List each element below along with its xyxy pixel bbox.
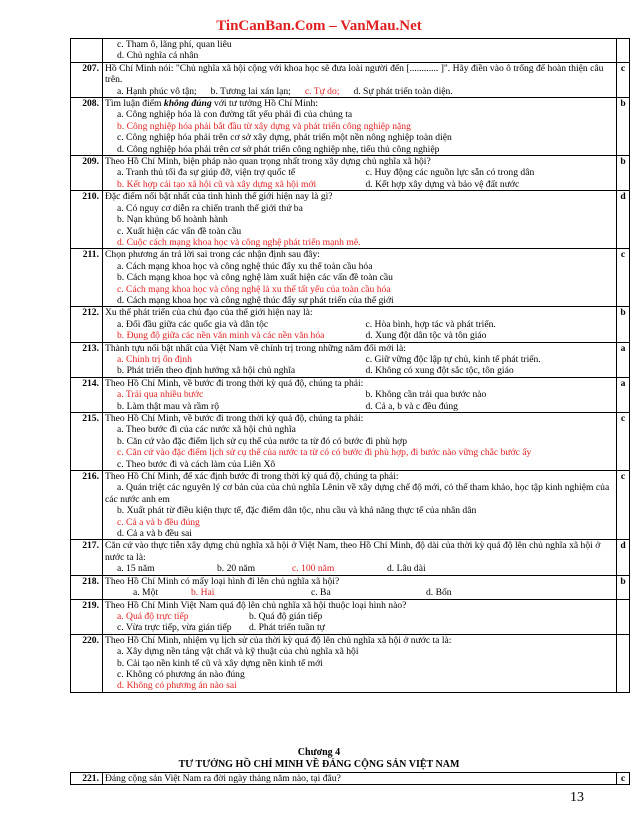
question-number: 216. [71,471,103,540]
question-number: 211. [71,249,103,307]
page-number: 13 [570,790,584,805]
question-text: Theo Hồ Chí Minh có mấy loại hình đi lên chủ nghĩa xã hội? [105,575,340,587]
answer-key: b [617,575,630,599]
question-number: 221. [71,773,103,785]
option-text: a. Theo bước đi của các nước xã hội chủ nghĩa [117,424,296,436]
table-row [71,634,630,692]
option-text: b. 20 năm [217,563,256,575]
table-row [71,62,630,97]
table-row [71,39,630,63]
answer-key: b [617,98,630,156]
question-text: Theo Hồ Chí Minh, biện pháp nào quan trọng nhất trong xây dựng chủ nghĩa xã hội? [105,156,431,168]
table-row [71,575,630,599]
option-text: c. Giữ vững độc lập tự chủ, kinh tế phát triển. [365,353,541,365]
option-text: c. Không có phương án nào đúng [117,668,245,680]
question-text: Chọn phương án trả lời sai trong các nhận định sau đây: [105,249,320,261]
question-number: 218. [71,575,103,599]
option-text: c. 100 năm [292,563,335,575]
option-text: c. Xuất hiện các vấn đề toàn cầu [117,225,242,237]
site-header: TinCanBan.Com – VanMau.Net [216,18,422,34]
answer-key [617,599,630,634]
table-row [71,249,630,307]
option-text: a. Tranh thủ tối đa sự giúp đỡ, viện trợ quốc tế [117,167,296,179]
answer-key: d [617,540,630,575]
answer-key: a [617,377,630,412]
option-text: c. Cả a và b đều đúng [117,516,200,528]
question-text-part: Tìm luận điểm [105,98,164,110]
option-text: c. Tham ô, lãng phí, quan liêu [117,39,232,50]
question-number: 209. [71,156,103,191]
table-row [71,599,630,634]
chapter-title: TƯ TƯỞNG HỒ CHÍ MINH VỀ ĐẢNG CỘNG SẢN VIỆT NAM [178,758,460,770]
table-row [71,342,630,377]
answer-key: b [617,156,630,191]
option-text: b. Nạn khủng bố hoành hành [117,214,228,226]
question-number: 215. [71,413,103,471]
option-text: b. Kết hợp cải tạo xã hội cũ và xây dựng xã hội mới [117,178,317,190]
option-text: a. Hạnh phúc vô tận; [117,85,197,97]
answer-key [617,634,630,692]
option-text: d. Không có phương án nào sai [117,680,237,692]
question-number: 212. [71,307,103,342]
option-text: d. Kết hợp xây dựng và bảo vệ đất nước [365,178,520,190]
option-text: c. Cách mạng khoa học và công nghệ là xu thế tất yếu của toàn cầu hóa [117,283,391,295]
option-text: a. Cách mạng khoa học và công nghệ thúc đẩy xu thế toàn cầu hóa [117,260,373,272]
option-text: a. Quá độ trực tiếp [117,610,189,622]
answer-key: c [617,773,630,785]
option-text: a. Trải qua nhiều bước [117,389,204,401]
question-number: 214. [71,377,103,412]
table-row [71,377,630,412]
option-text: b. Làm thật mau và rầm rộ [117,400,220,412]
question-table [70,772,630,785]
option-text: b. Xuất phát từ điều kiện thực tế, đặc điểm dân tộc, nhu cầu và khả năng thực tế của nhân dân [117,505,477,517]
option-text: c. Huy động các nguồn lực sẵn có trong dân [365,167,535,179]
answer-key: c [617,413,630,471]
question-text: Hồ Chí Minh nói: "Chủ nghĩa xã hội cộng với khoa học sẽ đưa loài người đến [............ ]". Hãy điền vào ô trống để hoàn thiện câu trên. [105,62,604,86]
option-text: d. Cả a, b và c đều đúng [365,400,458,412]
question-number: 207. [71,62,103,97]
option-text: b. Đụng độ giữa các nền văn minh và các nền văn hóa [117,330,325,342]
option-text: b. Quá độ gián tiếp [249,610,323,622]
option-text: b. Tương lai xán lạn; [210,85,291,97]
answer-key: b [617,307,630,342]
answer-key: a [617,342,630,377]
option-text: c. Theo bước đi và cách làm của Liên Xô [117,458,276,470]
chapter-heading [0,747,638,770]
option-text: a. Công nghiệp hóa là con đường tất yếu phải đi của chúng ta [117,109,353,121]
answer-key: c [617,249,630,307]
question-number: 210. [71,191,103,249]
answer-key: c [617,62,630,97]
option-text: d. Xung đột dân tộc và tôn giáo [365,330,487,342]
option-text: c. Công nghiệp hóa phải trên cơ sở xây dựng, phát triển một nền nông nghiệp toàn diện [117,132,452,144]
option-text: a. Một [133,587,159,599]
question-table [70,38,630,693]
question-number: 220. [71,634,103,692]
table-row [71,156,630,191]
table-row [71,307,630,342]
option-text: c. Hòa bình, hợp tác và phát triển. [365,318,496,330]
option-text: a. Quán triệt các nguyên lý cơ bản của của chủ nghĩa Lênin về xây dựng chế độ mới, có thể tham khảo, học tập kinh nghiệm của các nước anh em [105,482,610,505]
table-row [71,98,630,156]
question-text: Theo Hồ Chí Minh, về bước đi trong thời kỳ quá độ, chúng ta phải: [105,413,364,424]
table-row [71,413,630,471]
option-text: d. Chủ nghĩa cá nhân [117,50,199,62]
option-text: d. Cả a và b đều sai [117,528,192,540]
option-text: c. Căn cứ vào đặc điểm lịch sử cụ thể của nước ta từ có có bước đi phù hợp, đi bước nào vững chắc bước ấy [117,447,532,459]
option-text: a. 15 năm [117,563,155,575]
table-row [71,540,630,575]
option-text: c. Ba [311,587,331,599]
option-text: a. Xây dựng nền tảng vật chất và kỹ thuật của chủ nghĩa xã hội [117,646,359,658]
question-text: Theo Hồ Chí Minh, nhiệm vụ lịch sử của thời kỳ quá độ lên chủ nghĩa xã hội ở nước ta là: [105,634,452,646]
question-number: 219. [71,599,103,634]
answer-key: c [617,471,630,540]
option-text: b. Công nghiệp hóa phải bắt đầu từ xây dựng và phát triển công nghiệp nặng [117,120,411,132]
option-text: d. Cách mạng khoa học và công nghệ thúc đẩy sự phát triển của thế giới [117,294,394,306]
option-text: a. Chính trị ổn định [117,353,192,365]
table-row [71,191,630,249]
question-text: Đảng cộng sản Việt Nam ra đời ngày tháng năm nào, tại đâu? [103,773,617,785]
option-text: b. Căn cứ vào đặc điểm lịch sử cụ thể của nước ta từ đó có bước đi phù hợp [117,435,408,447]
emphasis-text: không đúng [163,98,212,110]
question-number: 213. [71,342,103,377]
option-text: d. Sự phát triển toàn diện. [353,85,453,97]
question-number: 217. [71,540,103,575]
option-text: b. Cách mạng khoa học và công nghệ làm xuất hiện các vấn đề toàn cầu [117,272,393,284]
option-text: b. Phát triển theo định hướng xã hội chủ nghĩa [117,365,296,377]
question-number: 208. [71,98,103,156]
question-text: Đặc điểm nổi bật nhất của tình hình thế giới hiện nay là gì? [105,191,333,203]
option-text: d. Không có xung đột sắc tộc, tôn giáo [365,365,514,377]
option-text: a. Có nguy cơ diễn ra chiến tranh thế giới thứ ba [117,202,303,214]
answer-key: d [617,191,630,249]
option-text: b. Không cần trải qua bước nào [365,389,487,401]
question-text [105,98,614,109]
option-text: d. Phát triển tuần tự [249,622,325,634]
option-text: d. Cuộc cách mạng khoa học và công nghệ phát triển mạnh mẽ. [117,236,361,248]
option-text: d. Công nghiệp hóa phải trên cơ sở phát triển công nghiệp nhẹ, tiểu thủ công nghiệp [117,143,440,155]
question-text: Theo Hồ Chí Minh, về bước đi trong thời kỳ quá độ, chúng ta phải: [105,377,364,389]
question-text: Xu thế phát triển của chủ đạo của thế giới hiện nay là: [105,307,313,319]
chapter-label: Chương 4 [297,747,341,758]
option-text: d. Bốn [426,587,452,599]
question-text: Theo Hồ Chí Minh Việt Nam quá độ lên chủ nghĩa xã hội thuộc loại hình nào? [105,599,407,611]
question-text: Theo Hồ Chí Minh, để xác định bước đi trong thời kỳ quá độ, chúng ta phải: [105,471,399,483]
table-row [71,773,630,785]
option-text: c. Vừa trực tiếp, vừa gián tiếp [117,622,232,634]
option-text: a. Đối đầu giữa các quốc gia và dân tộc [117,318,269,330]
option-text: d. Lâu dài [387,563,426,575]
option-text: b. Cải tạo nền kinh tế cũ và xây dựng nền kinh tế mới [117,657,323,669]
question-text-part: với tư tưởng Hồ Chí Minh: [211,98,318,110]
question-text: Thành tựu nổi bật nhất của Việt Nam về chính trị trong những năm đổi mới là: [105,342,406,354]
table-row [71,471,630,540]
option-text: b. Hai [191,587,215,599]
question-text: Căn cứ vào thực tiễn xây dựng chủ nghĩa xã hội ở Việt Nam, theo Hồ Chí Minh, độ dài của thời kỳ quá độ lên chủ nghĩa xã hội ở nước ta là: [105,540,601,563]
option-text: c. Tự do; [304,85,340,97]
